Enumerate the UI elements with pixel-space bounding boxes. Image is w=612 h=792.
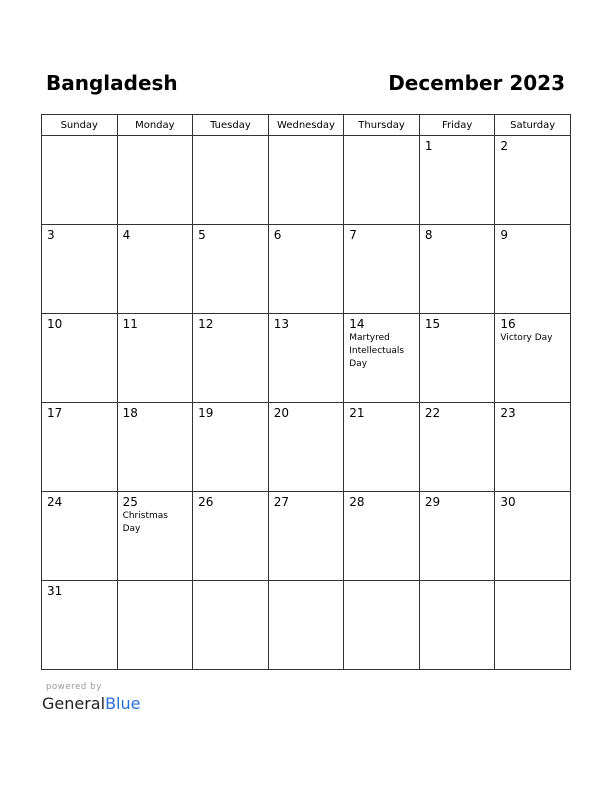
day-cell-content (344, 136, 419, 143)
day-cell-content (495, 314, 570, 348)
day-cell[interactable] (495, 136, 571, 225)
day-cell[interactable] (42, 492, 118, 581)
day-cell[interactable] (193, 225, 269, 314)
day-number: 15 (424, 317, 441, 331)
day-cell[interactable] (419, 314, 495, 403)
month-year-title: December 2023 (388, 71, 565, 95)
day-cell[interactable] (344, 136, 420, 225)
day-cell[interactable] (42, 581, 118, 670)
day-number: 20 (273, 406, 289, 420)
holiday-label: Christmas Day (122, 511, 168, 534)
day-cell[interactable] (419, 136, 495, 225)
week-row (42, 225, 571, 314)
day-cell[interactable] (419, 403, 495, 492)
day-cell-content (193, 136, 268, 143)
day-cell[interactable] (419, 492, 495, 581)
day-number: 7 (349, 228, 357, 242)
day-cell-content (344, 403, 419, 424)
week-row (42, 314, 571, 403)
country-title: Bangladesh (46, 71, 178, 95)
day-number: 31 (47, 584, 63, 598)
day-number: 8 (424, 228, 433, 242)
day-cell[interactable] (344, 492, 420, 581)
day-cell[interactable] (117, 403, 193, 492)
day-number: 4 (122, 228, 131, 242)
day-cell[interactable] (117, 492, 193, 581)
day-cell-content (118, 225, 193, 246)
day-cell-content (420, 581, 495, 588)
day-cell-content (269, 136, 344, 143)
day-cell-content (495, 225, 570, 246)
day-cell[interactable] (193, 136, 269, 225)
day-number: 29 (424, 495, 441, 509)
weekday-tuesday: Tuesday (193, 115, 269, 136)
day-cell-content (193, 403, 268, 424)
day-number: 24 (47, 495, 63, 509)
day-cell[interactable] (117, 581, 193, 670)
day-number: 28 (349, 495, 365, 509)
day-cell-content (42, 225, 117, 246)
day-cell[interactable] (268, 403, 344, 492)
day-cell-content (420, 314, 495, 335)
week-row (42, 403, 571, 492)
day-cell[interactable] (42, 136, 118, 225)
day-cell[interactable] (193, 403, 269, 492)
calendar-grid (41, 114, 571, 670)
day-cell[interactable] (495, 403, 571, 492)
weekday-wednesday: Wednesday (268, 115, 344, 136)
brand-general-text: General (42, 694, 106, 713)
brand-blue-text: Blue (105, 694, 141, 713)
day-cell[interactable] (344, 314, 420, 403)
day-cell[interactable] (117, 225, 193, 314)
day-cell[interactable] (193, 581, 269, 670)
week-row (42, 581, 571, 670)
weekday-monday: Monday (117, 115, 193, 136)
day-number: 6 (273, 228, 282, 242)
day-cell-content (495, 136, 570, 157)
day-cell[interactable] (495, 225, 571, 314)
day-cell[interactable] (193, 492, 269, 581)
day-cell[interactable] (344, 403, 420, 492)
day-cell[interactable] (495, 492, 571, 581)
day-number: 11 (122, 317, 138, 331)
day-cell[interactable] (495, 314, 571, 403)
day-cell-content (118, 492, 193, 539)
day-cell-content (118, 581, 193, 588)
day-cell[interactable] (42, 314, 118, 403)
weekday-thursday: Thursday (344, 115, 420, 136)
day-cell-content (193, 492, 268, 513)
day-number: 16 (500, 317, 516, 331)
day-number: 9 (500, 228, 509, 242)
day-cell-content (495, 492, 570, 513)
day-cell[interactable] (117, 136, 193, 225)
weekday-header-row (42, 115, 571, 136)
day-cell-content (344, 314, 419, 374)
day-number: 23 (500, 406, 516, 420)
day-cell[interactable] (42, 225, 118, 314)
day-number: 27 (273, 495, 289, 509)
day-cell-content (193, 225, 268, 246)
day-cell-content (495, 403, 570, 424)
day-number: 14 (349, 317, 365, 331)
day-number: 3 (47, 228, 55, 242)
day-number: 26 (198, 495, 214, 509)
day-cell-content (420, 136, 495, 157)
day-cell-content (269, 492, 344, 513)
day-cell[interactable] (344, 225, 420, 314)
day-cell[interactable] (117, 314, 193, 403)
day-cell-content (269, 314, 344, 335)
day-cell-content (269, 225, 344, 246)
day-number: 12 (198, 317, 214, 331)
holiday-label: Victory Day (500, 333, 553, 343)
day-number: 1 (424, 139, 433, 153)
day-cell[interactable] (419, 581, 495, 670)
day-cell[interactable] (42, 403, 118, 492)
day-number: 5 (198, 228, 206, 242)
day-number: 30 (500, 495, 516, 509)
day-cell[interactable] (193, 314, 269, 403)
day-cell-content (344, 581, 419, 588)
day-cell[interactable] (268, 492, 344, 581)
day-cell-content (420, 403, 495, 424)
day-number: 25 (122, 495, 138, 509)
day-cell-content (269, 403, 344, 424)
day-number: 19 (198, 406, 214, 420)
day-cell-content (193, 314, 268, 335)
weekday-saturday: Saturday (495, 115, 571, 136)
day-number: 21 (349, 406, 365, 420)
day-cell[interactable] (268, 314, 344, 403)
day-cell-content (118, 136, 193, 143)
day-cell[interactable] (268, 225, 344, 314)
day-cell[interactable] (268, 136, 344, 225)
week-row (42, 492, 571, 581)
day-cell-content (118, 403, 193, 424)
day-cell-content (495, 581, 570, 588)
day-cell-content (118, 314, 193, 335)
day-cell-content (269, 581, 344, 588)
day-cell-content (42, 403, 117, 424)
day-number: 2 (500, 139, 509, 153)
day-number: 10 (47, 317, 63, 331)
holiday-label: Martyred Intellectuals Day (349, 333, 405, 369)
day-cell-content (42, 492, 117, 513)
week-row (42, 136, 571, 225)
day-cell-content (193, 581, 268, 588)
day-cell-content (344, 492, 419, 513)
day-cell-content (42, 581, 117, 602)
day-cell-content (344, 225, 419, 246)
generalblue-logo[interactable] (42, 694, 140, 713)
powered-by-label: powered by (46, 682, 102, 692)
day-cell[interactable] (268, 581, 344, 670)
weekday-friday: Friday (419, 115, 495, 136)
day-cell[interactable] (419, 225, 495, 314)
day-number: 13 (273, 317, 289, 331)
day-number: 18 (122, 406, 138, 420)
day-cell-content (42, 136, 117, 143)
weekday-sunday: Sunday (42, 115, 118, 136)
day-cell-content (42, 314, 117, 335)
day-cell-content (420, 492, 495, 513)
day-cell[interactable] (495, 581, 571, 670)
day-cell[interactable] (344, 581, 420, 670)
day-number: 22 (424, 406, 441, 420)
day-number: 17 (47, 406, 63, 420)
day-cell-content (420, 225, 495, 246)
